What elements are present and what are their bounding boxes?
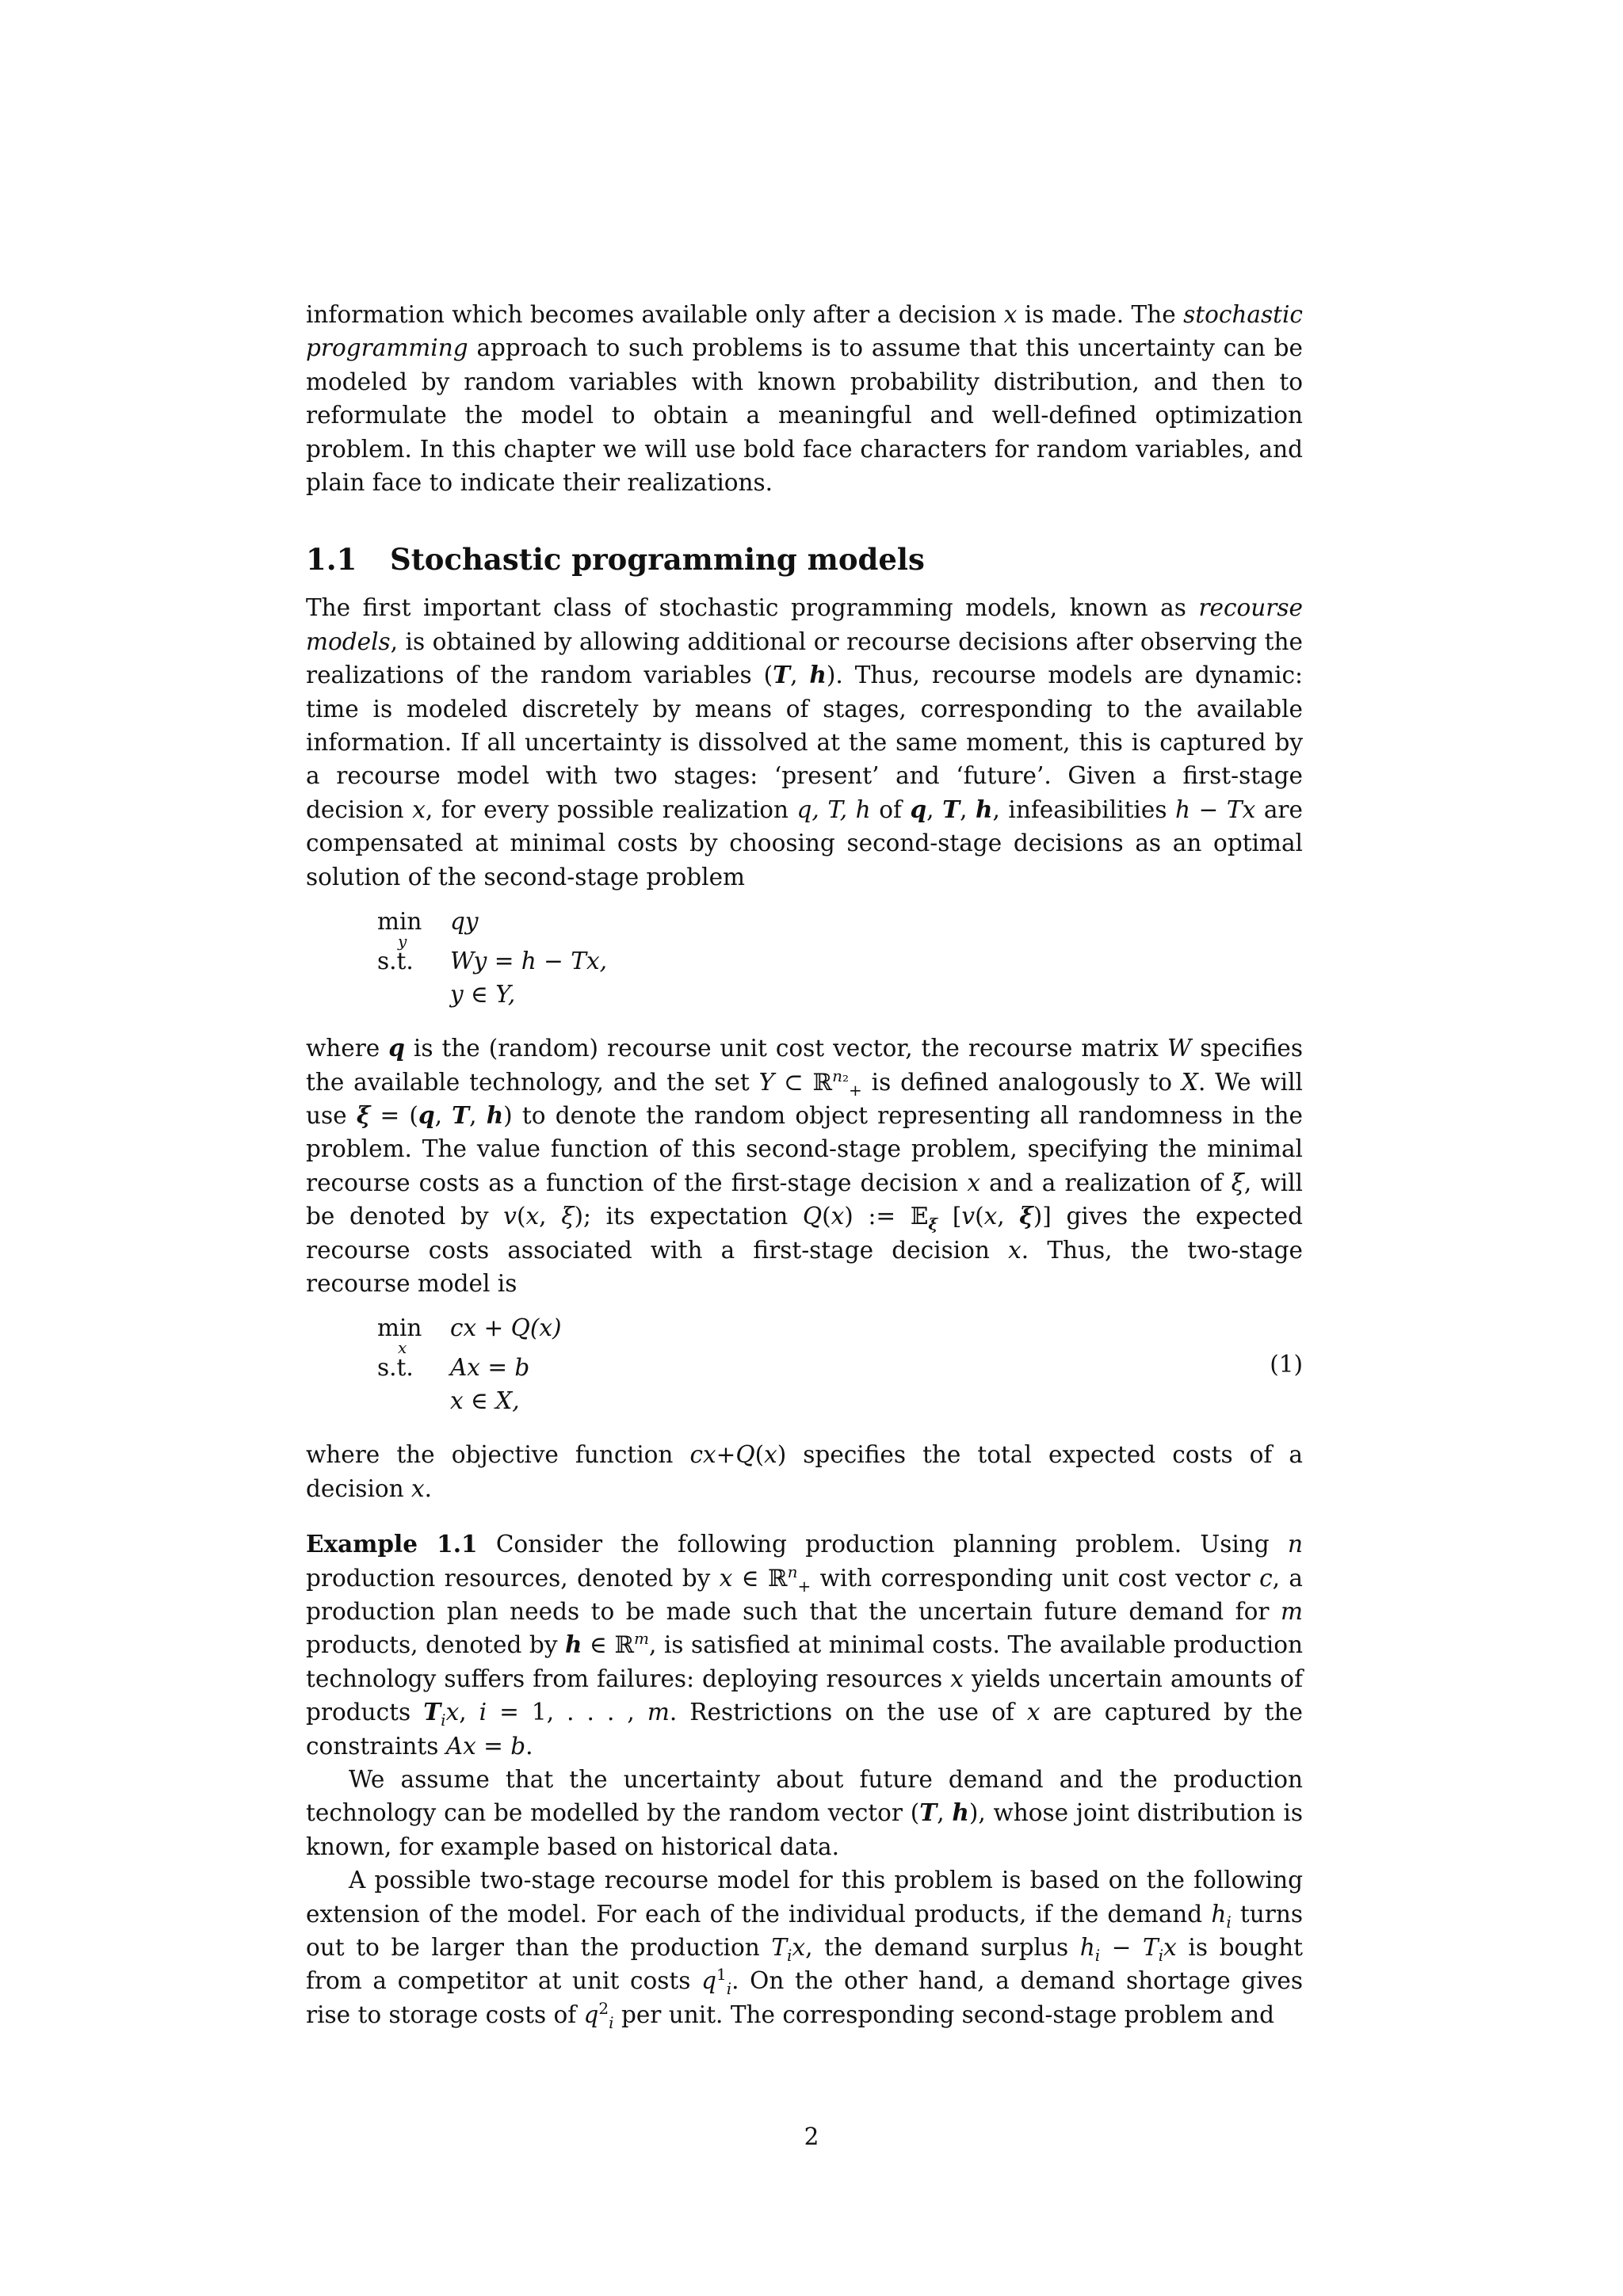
- value-function-paragraph: where q is the (random) recourse unit cost vector, the recourse matrix W specifies the available technology, and the set Y ⊂ ℝ$^{n_2}_+$ is defined analogously to X. We will use ξ = (q, T, h) to denote the random object representing all randomness in the problem. The value function of this second-stage problem, specifying the minimal recourse costs as a function of the first-stage decision x and a realization of ξ, will be denoted by v(x, ξ); its expectation Q(x) := 𝔼$_\xi$ [v(x, ξ)] gives the expected recourse costs associated with a first-stage decision x. Thus, the two-stage recourse model is: [306, 1034, 1304, 1297]
- page-body: [306, 298, 1303, 2031]
- two-stage-objective: cx + Q(x): [450, 1314, 562, 1342]
- second-stage-problem: min y qy s.t. Wy = h − Tx, y ∈ Y,: [377, 908, 607, 1009]
- section-number: 1.1: [306, 542, 357, 578]
- stochastic-programming-term: stochastic programming: [306, 301, 1303, 362]
- second-stage-objective: qy: [450, 908, 479, 936]
- equation-number: (1): [1270, 1351, 1303, 1379]
- two-stage-recourse-model: min x cx + Q(x) s.t. Ax = b x ∈ X, (1): [377, 1314, 1303, 1415]
- section-heading: [306, 540, 1303, 578]
- example-heading: Example 1.1: [306, 1530, 478, 1558]
- recourse-models-term: recourse models: [306, 594, 1303, 655]
- page-number: 2: [804, 2123, 819, 2150]
- example-paragraph: Example 1.1 Consider the following production planning problem. Using n production resources, denoted by x ∈ ℝ$^n_+$ with corresponding unit cost vector c, a production plan needs to be made such that the uncertain future demand for m products, denoted by h ∈ ℝ$^m$, is satisfied at minimal costs. The available production technology suffers from failures: deploying resources x yields uncertain amounts of products $T_ix$, i = 1, . . . , m. Restrictions on the use of x are captured by the constraints Ax = b.: [306, 1530, 1303, 1760]
- intro-paragraph: information which becomes available only after a decision x is made. The stochastic programming approach to such problems is to assume that this uncertainty can be modeled by random variables with known probability distribution, and then to reformulate the model to obtain a meaningful and well-defined optimization problem. In this chapter we will use bold face characters for random variables, and plain face to indicate their realizations.: [306, 301, 1303, 497]
- uncertainty-paragraph: We assume that the uncertainty about future demand and the production technology can be modelled by the random vector (T, h), whose joint distribution is known, for example based on historical data.: [306, 1766, 1303, 1860]
- section-title: Stochastic programming models: [390, 542, 925, 578]
- extension-paragraph: A possible two-stage recourse model for this problem is based on the following extension of the model. For each of the individual products, if the demand $h_i$ turns out to be larger than the production $T_ix$, the demand surplus $h_i - T_ix$ is bought from a competitor at unit costs $q^1_i$. On the other hand, a demand shortage gives rise to storage costs of $q^2_i$ per unit. The corresponding second-stage problem and: [306, 1867, 1303, 2032]
- objective-paragraph: where the objective function cx+Q(x) specifies the total expected costs of a decision x.: [306, 1441, 1303, 1502]
- recourse-paragraph: The first important class of stochastic programming models, known as recourse models, is obtained by allowing additional or recourse decisions after observing the realizations of the random variables (T, h). Thus, recourse models are dynamic: time is modeled discretely by means of stages, corresponding to the available information. If all uncertainty is dissolved at the same moment, this is captured by a recourse model with two stages: ‘present’ and ‘future’. Given a first-stage decision x, for every possible realization q, T, h of q, T, h, infeasibilities h − Tx are compensated at minimal costs by choosing second-stage decisions as an optimal solution of the second-stage problem: [306, 594, 1303, 891]
